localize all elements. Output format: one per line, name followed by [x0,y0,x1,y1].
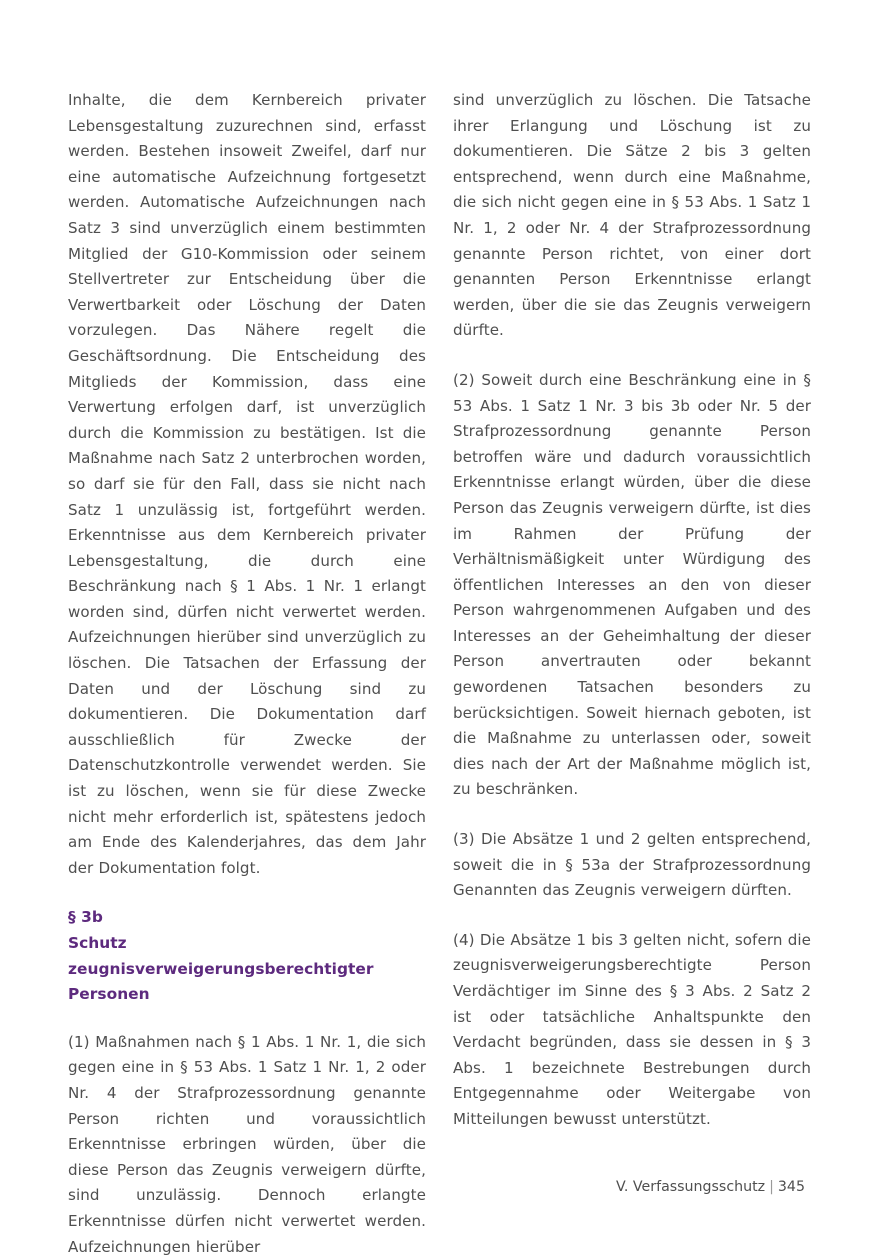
paragraph-absatz-1-continued: sind unverzüglich zu löschen. Die Tatsache ihrer Erlangung und Löschung ist zu dokumentieren. Die Sätze 2 bis 3 gelten entsprechend, wenn durch eine Maßnahme, die sich nicht gegen eine in § 53 Abs. 1 Satz 1 Nr. 1, 2 oder Nr. 4 der Strafprozessordnung genannte Person richtet, von einer dort genannten Person Erkenntnisse erlangt werden, über die sie das Zeugnis verweigern dürfte. [453,91,811,340]
paragraph-continued-top: Inhalte, die dem Kernbereich privater Lebensgestaltung zuzurechnen sind, erfasst werden. Bestehen insoweit Zweifel, darf nur eine automatische Aufzeichnung fortgesetzt werden. Automatische Aufzeichnungen nach Satz 3 sind unverzüglich einem bestimmten Mitglied der G10-Kommission oder seinem Stellvertreter zur Entscheidung über die Verwertbarkeit oder Löschung der Daten vorzulegen. Das Nähere regelt die Geschäftsordnung. Die Entscheidung des Mitglieds der Kommission, dass eine Verwertung erfolgen darf, ist unverzüglich durch die Kommission zu bestätigen. Ist die Maßnahme nach Satz 2 unterbrochen worden, so darf sie für den Fall, dass sie nicht nach Satz 1 unzulässig ist, fortgeführt werden. Erkenntnisse aus dem Kernbereich privater Lebensgestaltung, die durch eine Beschränkung nach § 1 Abs. 1 Nr. 1 erlangt worden sind, dürfen nicht verwertet werden. Aufzeichnungen hierüber sind unverzüglich zu löschen. Die Tatsachen der Erfassung der Daten und der Löschung sind zu dokumentieren. Die Dokumentation darf ausschließlich für Zwecke der Datenschutzkontrolle verwendet werden. Sie ist zu löschen, wenn sie für diese Zwecke nicht mehr erforderlich ist, spätestens jedoch am Ende des Kalenderjahres, das dem Jahr der Dokumentation folgt. [68,91,426,877]
footer-page-number: 345 [777,1179,805,1195]
paragraph-absatz-2: (2) Soweit durch eine Beschränkung eine in § 53 Abs. 1 Satz 1 Nr. 3 bis 3b oder Nr. 5 der Strafprozessordnung genannte Person betroffen wäre und dadurch voraussichtlich Erkenntnisse erlangt würden, über die diese Person das Zeugnis verweigern dürfte, ist dies im Rahmen der Prüfung der Verhältnismäßigkeit unter Würdigung des öffentlichen Interesses an den von dieser Person wahrgenommenen Aufgaben und des Interesses an der Geheimhaltung der dieser Person anvertrauten oder bekannt gewordenen Tatsachen besonders zu berücksichtigen. Soweit hiernach geboten, ist die Maßnahme zu unterlassen oder, soweit dies nach der Art der Maßnahme möglich ist, zu beschränken. [453,370,811,799]
page-footer [616,1177,805,1197]
paragraph-absatz-3: (3) Die Absätze 1 und 2 gelten entsprechend, soweit die in § 53a der Strafprozessordnung Genannten das Zeugnis verweigern dürften. [453,830,811,900]
section-title: Schutz zeugnisverweigerungsberechtigter Personen [68,934,374,1004]
section-number: § 3b [68,908,103,927]
footer-separator: | [769,1179,774,1195]
left-column [68,88,426,1260]
right-column [453,88,811,1133]
paragraph-absatz-1: (1) Maßnahmen nach § 1 Abs. 1 Nr. 1, die sich gegen eine in § 53 Abs. 1 Satz 1 Nr. 1, 2 oder Nr. 4 der Strafprozessordnung genannte Person richten und voraussichtlich Erkenntnisse erbringen würden, über die diese Person das Zeugnis verweigern dürfte, sind unzulässig. Dennoch erlangte Erkenntnisse dürfen nicht verwertet werden. Aufzeichnungen hierüber [68,1032,426,1256]
two-column-layout [68,88,811,1260]
footer-section-title: V. Verfassungsschutz [616,1179,766,1195]
paragraph-absatz-4: (4) Die Absätze 1 bis 3 gelten nicht, sofern die zeugnisverweigerungsberechtigte Person Verdächtiger im Sinne des § 3 Abs. 2 Satz 2 ist oder tatsächliche Anhaltspunkte den Verdacht begründen, dass sie dessen in § 3 Abs. 1 bezeichnete Bestrebungen durch Entgegennahme oder Weitergabe von Mitteilungen bewusst unterstützt. [453,930,811,1128]
section-heading [68,905,426,1007]
